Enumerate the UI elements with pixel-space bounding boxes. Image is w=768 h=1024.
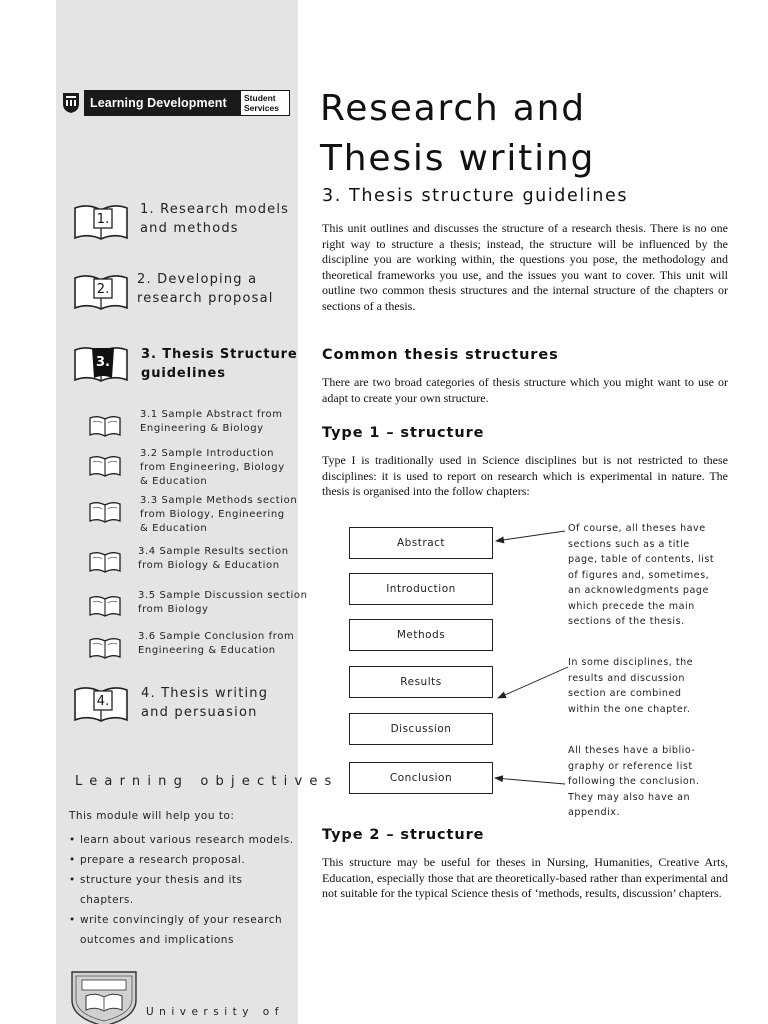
unit-subtitle: 3. Thesis structure guidelines: [322, 186, 629, 206]
learning-objectives-list: [69, 830, 305, 950]
module-title-line: and methods: [140, 221, 239, 236]
small-book-icon: [88, 500, 122, 524]
module-number: 4.: [96, 694, 110, 709]
note-line: appendix.: [568, 807, 621, 818]
note-line: They may also have an: [568, 791, 691, 803]
module-title-line: research proposal: [137, 291, 274, 306]
chapter-box-abstract: Abstract: [349, 527, 493, 559]
type2-heading: Type 2 – structure: [322, 827, 485, 843]
subsection-line: 3.2 Sample Introduction: [140, 448, 275, 459]
note-line: page, table of contents, list: [568, 554, 715, 565]
type2-paragraph: This structure may be useful for theses in Nursing, Humanities, Creative Arts, Education, especially those that are theoretically-based rather than experimental and not suitable for the typical Science thesis of ‘methods, results, discussion’ chapters.: [322, 855, 728, 901]
note-line: of figures and, sometimes,: [568, 569, 710, 581]
small-book-icon: [88, 550, 122, 574]
uni-shield-icon: [62, 92, 80, 114]
note-line: graphy or reference list: [568, 760, 693, 772]
objective-item: • structure your thesis and its chapters.: [69, 870, 255, 910]
small-book-icon: [88, 594, 122, 618]
intro-paragraph: This unit outlines and discusses the structure of a research thesis. There is no one right way to structure a thesis; instead, the structure will be influenced by the discipline you are working within, the questions you pose, the methodology and theoretical frameworks you use, and the issues you want to cover. This unit will outline two common thesis structures and the internal structure of the chapters or sections of a thesis.: [322, 221, 728, 313]
module-number: 2.: [96, 282, 110, 297]
logo-student-services: [240, 90, 290, 116]
subsection-line: 3.1 Sample Abstract from: [140, 409, 283, 420]
arrow-to-abstract: [496, 531, 565, 541]
common-structures-paragraph: There are two broad categories of thesis structure which you might want to use or adapt to create your own structure.: [322, 375, 728, 405]
subsection-line: from Biology, Engineering: [140, 509, 285, 520]
subsection-line: Engineering & Education: [138, 645, 276, 656]
objective-item: • learn about various research models.: [69, 830, 305, 850]
subsection-line: 3.3 Sample Methods section: [140, 495, 298, 506]
module-number: 1.: [96, 212, 110, 227]
module-title-line: 1. Research models: [140, 202, 290, 217]
chapter-box-results: Results: [349, 666, 493, 698]
small-book-icon: [88, 414, 122, 438]
sidebar-subsection-3-2[interactable]: [140, 447, 285, 489]
book-icon: [72, 202, 130, 242]
note-line: within the one chapter.: [568, 703, 691, 715]
module-title-line: 2. Developing a: [137, 272, 258, 287]
arrow-to-conclusion: [495, 778, 565, 784]
book-icon: [72, 272, 130, 312]
subsection-line: & Education: [140, 523, 208, 534]
note-line: following the conclusion.: [568, 776, 700, 787]
note-results-discussion: [568, 655, 693, 717]
sidebar-module-3[interactable]: [141, 345, 298, 383]
page-title-line: Research and: [320, 88, 586, 129]
university-crest-icon: [68, 970, 140, 1024]
book-active-icon: [72, 344, 130, 384]
page-title-line: Thesis writing: [320, 138, 596, 179]
module-title-line: 3. Thesis Structure: [141, 347, 298, 362]
sidebar-subsection-3-6[interactable]: [138, 630, 294, 658]
note-line: sections of the thesis.: [568, 616, 685, 627]
page-title: [320, 84, 595, 184]
sidebar-module-1[interactable]: [140, 200, 289, 238]
module-number: 3.: [96, 355, 110, 370]
type1-paragraph: Type I is traditionally used in Science disciplines but is not restricted to these disciplines: it is used to report on research which is experimental in nature. The thesis is organised into the follow chapters:: [322, 453, 728, 499]
note-line: results and discussion: [568, 672, 686, 684]
small-book-icon: [88, 636, 122, 660]
subsection-line: 3.4 Sample Results section: [138, 546, 289, 557]
subsection-line: from Biology & Education: [138, 560, 280, 571]
module-title-line: guidelines: [141, 366, 226, 381]
book-icon: [72, 684, 130, 724]
type1-heading: Type 1 – structure: [322, 425, 485, 441]
module-title-line: 4. Thesis writing: [141, 686, 269, 701]
common-structures-heading: Common thesis structures: [322, 347, 559, 363]
module-title-line: and persuasion: [141, 705, 258, 720]
subsection-line: from Biology: [138, 604, 209, 615]
subsection-line: from Engineering, Biology: [140, 462, 285, 473]
note-line: sections such as a title: [568, 538, 690, 550]
note-line: which precede the main: [568, 600, 695, 612]
note-line: section are combined: [568, 688, 682, 699]
objective-item: • write convincingly of your research outcomes and implications: [69, 910, 305, 950]
logo-brand: Learning Development: [84, 90, 240, 116]
sidebar-subsection-3-4[interactable]: [138, 545, 289, 573]
logo-box-line1: Student: [244, 93, 276, 103]
chapter-box-methods: Methods: [349, 619, 493, 651]
sidebar-module-4[interactable]: [141, 684, 268, 722]
note-line: Of course, all theses have: [568, 523, 706, 534]
chapter-box-discussion: Discussion: [349, 713, 493, 745]
learning-objectives-intro: This module will help you to:: [69, 810, 235, 822]
small-book-icon: [88, 454, 122, 478]
chapter-box-introduction: Introduction: [349, 573, 493, 605]
sidebar-module-2[interactable]: [137, 270, 274, 308]
learning-objectives-title: Learning objectives: [75, 774, 339, 789]
chapter-box-conclusion: Conclusion: [349, 762, 493, 794]
university-name: University of: [146, 1006, 284, 1018]
sidebar-subsection-3-1[interactable]: [140, 408, 283, 436]
subsection-line: 3.6 Sample Conclusion from: [138, 631, 295, 642]
sidebar-subsection-3-3[interactable]: [140, 494, 297, 536]
note-front-matter: [568, 521, 714, 630]
note-line: All theses have a biblio-: [568, 745, 696, 756]
note-line: In some disciplines, the: [568, 657, 694, 668]
subsection-line: 3.5 Sample Discussion section: [138, 590, 308, 601]
sidebar-subsection-3-5[interactable]: [138, 589, 308, 617]
note-bibliography: [568, 743, 699, 821]
subsection-line: Engineering & Biology: [140, 423, 264, 434]
learning-development-logo: [62, 90, 290, 116]
note-line: an acknowledgments page: [568, 585, 709, 596]
arrow-to-results: [498, 667, 568, 698]
subsection-line: & Education: [140, 476, 208, 487]
logo-box-line2: Services: [244, 103, 279, 113]
objective-item: • prepare a research proposal.: [69, 850, 305, 870]
